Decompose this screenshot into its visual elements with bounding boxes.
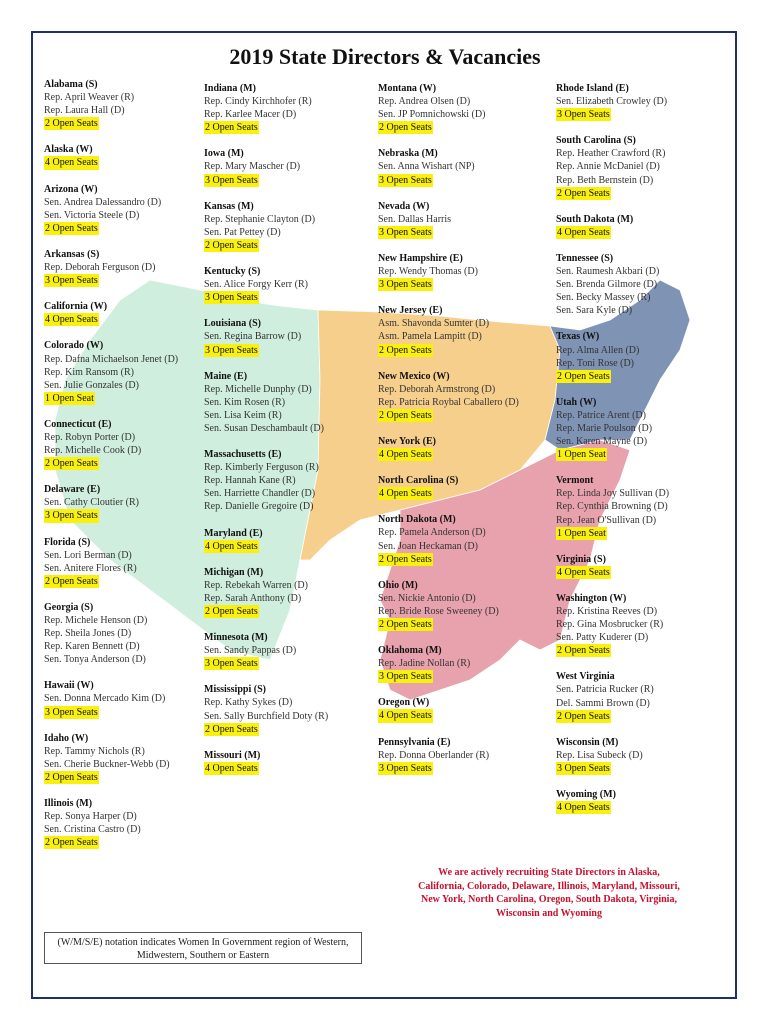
state-entry: [556, 134, 726, 199]
state-column-1: [44, 78, 204, 862]
state-director: Rep. Karen Bennett (D): [44, 641, 140, 653]
state-name: Oklahoma (M): [378, 645, 442, 657]
state-director: Rep. Patricia Roybal Caballero (D): [378, 396, 519, 408]
state-entry: [378, 370, 553, 422]
state-director: Rep. Heather Crawford (R): [556, 148, 666, 160]
state-director: Rep. Michele Henson (D): [44, 615, 148, 626]
state-director: Rep. Michelle Dunphy (D): [204, 383, 312, 395]
state-name: Texas (W): [556, 331, 600, 343]
open-seats-badge: 3 Open Seats: [379, 226, 432, 238]
state-entry: [204, 631, 374, 670]
state-entry: [204, 200, 374, 252]
state-name: Minnesota (M): [204, 632, 268, 644]
state-director: Rep. Toni Rose (D): [556, 357, 634, 369]
state-director: Rep. Annie McDaniel (D): [556, 161, 660, 173]
state-director: Sen. Brenda Gilmore (D): [556, 279, 658, 291]
state-entry: [44, 300, 204, 326]
open-seats-badge: 4 Open Seats: [557, 226, 610, 238]
state-entry: [556, 553, 726, 579]
state-name: Florida (S): [44, 536, 91, 548]
state-director: Rep. Cindy Kirchhofer (R): [204, 96, 312, 108]
state-entry: [44, 679, 204, 718]
state-director: Rep. Sarah Anthony (D): [204, 592, 302, 604]
state-director: Rep. Sonya Harper (D): [44, 811, 137, 823]
state-name: Oregon (W): [378, 697, 430, 709]
state-director: Sen. Joan Heckaman (D): [378, 540, 478, 552]
state-entry: [556, 330, 726, 382]
state-entry: [204, 147, 374, 186]
state-name: New Jersey (E): [378, 305, 443, 317]
open-seats-badge: 3 Open Seats: [45, 510, 98, 522]
state-name: Mississippi (S): [204, 684, 266, 696]
state-name: South Carolina (S): [556, 135, 636, 147]
state-name: Hawaii (W): [44, 680, 94, 692]
open-seats-badge: 2 Open Seats: [45, 458, 98, 470]
state-director: Rep. Robyn Porter (D): [44, 431, 136, 443]
state-entry: [556, 788, 726, 814]
state-director: Rep. Dafna Michaelson Jenet (D): [44, 353, 179, 365]
open-seats-badge: 1 Open Seat: [557, 449, 606, 461]
open-seats-badge: 2 Open Seats: [45, 222, 98, 234]
state-name: Georgia (S): [44, 601, 94, 613]
open-seats-badge: 2 Open Seats: [205, 122, 258, 134]
state-name: Rhode Island (E): [556, 83, 629, 94]
state-entry: [378, 304, 553, 356]
open-seats-badge: 2 Open Seats: [205, 606, 258, 617]
state-director: Rep. Michelle Cook (D): [44, 445, 142, 457]
state-name: Nebraska (M): [378, 148, 438, 160]
state-name: New Hampshire (E): [378, 252, 463, 264]
open-seats-badge: 3 Open Seats: [205, 174, 258, 186]
state-entry: [44, 183, 204, 235]
state-director: Sen. Victoria Steele (D): [44, 209, 140, 221]
state-name: Arkansas (S): [44, 248, 100, 260]
state-entry: [556, 592, 726, 657]
state-director: Sen. Tonya Anderson (D): [44, 654, 146, 666]
open-seats-badge: 2 Open Seats: [45, 118, 98, 130]
open-seats-badge: 3 Open Seats: [205, 658, 258, 670]
state-director: Rep. Marie Poulson (D): [556, 422, 653, 434]
state-entry: [204, 265, 374, 304]
open-seats-badge: 3 Open Seats: [379, 279, 432, 291]
state-name: Missouri (M): [204, 749, 261, 761]
open-seats-badge: 2 Open Seats: [45, 575, 98, 587]
state-director: Sen. Anna Wishart (NP): [378, 161, 475, 173]
state-entry: [44, 536, 204, 588]
open-seats-badge: 2 Open Seats: [557, 187, 610, 199]
region-legend-text: (W/M/S/E) notation indicates Women In Government region of Western, Midwestern, Southern or Eastern: [57, 937, 349, 961]
state-column-3: [378, 82, 553, 788]
state-director: Rep. Mary Mascher (D): [204, 161, 301, 173]
state-entry: [556, 82, 726, 121]
open-seats-badge: 3 Open Seats: [205, 292, 258, 304]
open-seats-badge: 3 Open Seats: [557, 762, 610, 774]
state-name: California (W): [44, 301, 108, 313]
state-director: Rep. Patrice Arent (D): [556, 409, 646, 421]
state-director: Rep. Linda Joy Sullivan (D): [556, 488, 670, 500]
state-name: Tennessee (S): [556, 252, 614, 264]
open-seats-badge: 1 Open Seat: [557, 527, 606, 539]
state-director: Sen. Cristina Castro (D): [44, 824, 141, 836]
open-seats-badge: 2 Open Seats: [45, 837, 98, 849]
state-director: Rep. Cynthia Browning (D): [556, 501, 668, 513]
state-director: Sen. Anitere Flores (R): [44, 562, 137, 574]
state-director: Sen. Elizabeth Crowley (D): [556, 96, 668, 108]
state-director: Rep. Donna Oberlander (R): [378, 749, 490, 761]
state-name: North Carolina (S): [378, 475, 459, 487]
open-seats-badge: 2 Open Seats: [205, 239, 258, 251]
state-name: Alabama (S): [44, 79, 98, 90]
state-director: Sen. Karen Mayne (D): [556, 436, 648, 448]
state-name: Idaho (W): [44, 732, 89, 744]
state-name: Pennsylvania (E): [378, 736, 451, 748]
state-director: Sen. JP Pomnichowski (D): [378, 109, 486, 121]
state-entry: [378, 147, 553, 186]
state-name: West Virginia: [556, 671, 615, 683]
open-seats-badge: 3 Open Seats: [379, 671, 432, 683]
state-director: Sen. Regina Barrow (D): [204, 331, 302, 343]
state-entry: [204, 317, 374, 356]
state-director: Sen. Dallas Harris: [378, 213, 452, 225]
state-director: Sen. Alice Forgy Kerr (R): [204, 279, 308, 291]
state-director: Sen. Patty Kuderer (D): [556, 632, 649, 644]
state-name: South Dakota (M): [556, 213, 634, 225]
open-seats-badge: 3 Open Seats: [379, 174, 432, 186]
open-seats-badge: 4 Open Seats: [557, 802, 610, 814]
state-director: Sen. Julie Gonzales (D): [44, 379, 139, 391]
state-entry: [556, 670, 726, 722]
state-director: Rep. Rebekah Warren (D): [204, 579, 308, 591]
state-entry: [378, 644, 553, 683]
state-entry: [44, 78, 204, 130]
open-seats-badge: 2 Open Seats: [557, 710, 610, 722]
state-entry: [44, 601, 204, 666]
state-name: Kansas (M): [204, 200, 254, 212]
state-name: Iowa (M): [204, 148, 244, 160]
open-seats-badge: 4 Open Seats: [379, 488, 432, 500]
open-seats-badge: 2 Open Seats: [379, 344, 432, 356]
state-director: Rep. Bride Rose Sweeney (D): [378, 605, 499, 617]
state-name: North Dakota (M): [378, 514, 456, 526]
open-seats-badge: 4 Open Seats: [557, 566, 610, 578]
state-entry: [556, 474, 726, 539]
state-entry: [378, 579, 553, 631]
state-name: Vermont: [556, 475, 594, 487]
state-entry: [44, 143, 204, 169]
state-entry: [378, 200, 553, 239]
state-name: New Mexico (W): [378, 370, 450, 382]
state-entry: [556, 736, 726, 775]
state-name: Illinois (M): [44, 798, 93, 810]
state-director: Sen. Lisa Keim (R): [204, 409, 282, 421]
recruiting-message: We are actively recruiting State Directors in Alaska, California, Colorado, Delaware, Illinois, Maryland, Missouri, New York, North Carolina, Oregon, South Dakota, Virginia, Wisconsin and Wyoming: [418, 867, 680, 919]
open-seats-badge: 4 Open Seats: [205, 540, 258, 552]
state-name: Maine (E): [204, 370, 248, 382]
state-entry: [44, 797, 204, 849]
page-title: 2019 State Directors & Vacancies: [229, 44, 541, 69]
state-name: Colorado (W): [44, 340, 104, 352]
state-name: Washington (W): [556, 592, 627, 604]
state-director: Sen. Nickie Antonio (D): [378, 592, 476, 604]
state-name: Utah (W): [556, 396, 597, 408]
open-seats-badge: 3 Open Seats: [379, 762, 432, 774]
state-column-4: [556, 82, 726, 827]
state-director: Rep. Kristina Reeves (D): [556, 606, 658, 617]
open-seats-badge: 2 Open Seats: [379, 553, 432, 565]
state-column-2: [204, 82, 374, 788]
state-entry: [204, 749, 374, 775]
state-director: Sen. Becky Massey (R): [556, 292, 651, 304]
state-entry: [44, 418, 204, 470]
state-director: Rep. Kim Ransom (R): [44, 366, 134, 378]
region-legend-note: [44, 932, 362, 964]
state-director: Rep. Karlee Macer (D): [204, 109, 297, 121]
open-seats-badge: 2 Open Seats: [557, 370, 610, 382]
state-entry: [556, 213, 726, 239]
state-name: Connecticut (E): [44, 418, 112, 430]
state-name: Arizona (W): [44, 183, 98, 195]
open-seats-badge: 2 Open Seats: [379, 122, 432, 134]
state-director: Rep. Lisa Subeck (D): [556, 749, 643, 761]
state-director: Rep. Stephanie Clayton (D): [204, 213, 316, 225]
state-director: Sen. Pat Pettey (D): [204, 226, 281, 238]
state-name: Wisconsin (M): [556, 736, 619, 748]
open-seats-badge: 3 Open Seats: [45, 706, 98, 718]
state-director: Rep. Danielle Gregoire (D): [204, 501, 314, 513]
state-entry: [556, 396, 726, 461]
state-director: Rep. Hannah Kane (R): [204, 475, 296, 487]
state-director: Rep. April Weaver (R): [44, 92, 135, 104]
state-director: Rep. Andrea Olsen (D): [378, 96, 471, 108]
state-entry: [44, 732, 204, 784]
state-entry: [44, 483, 204, 522]
state-director: Sen. Lori Berman (D): [44, 549, 132, 561]
state-name: New York (E): [378, 435, 436, 447]
state-director: Rep. Jean O'Sullivan (D): [556, 514, 657, 526]
state-director: Sen. Donna Mercado Kim (D): [44, 693, 166, 705]
state-director: Rep. Gina Mosbrucker (R): [556, 619, 664, 631]
state-name: Massachusetts (E): [204, 449, 282, 461]
open-seats-badge: 2 Open Seats: [45, 771, 98, 783]
state-entry: [378, 252, 553, 291]
state-director: Rep. Jadine Nollan (R): [378, 658, 471, 670]
open-seats-badge: 4 Open Seats: [379, 449, 432, 461]
state-director: Sen. Harriette Chandler (D): [204, 488, 316, 500]
open-seats-badge: 2 Open Seats: [379, 409, 432, 421]
state-entry: [204, 527, 374, 553]
open-seats-badge: 2 Open Seats: [205, 723, 258, 735]
state-director: Sen. Susan Deschambault (D): [204, 422, 324, 434]
state-entry: [556, 252, 726, 317]
open-seats-badge: 4 Open Seats: [379, 710, 432, 722]
state-entry: [44, 339, 204, 404]
state-entry: [44, 248, 204, 287]
state-name: Wyoming (M): [556, 789, 616, 801]
state-entry: [378, 474, 553, 500]
open-seats-badge: 3 Open Seats: [205, 344, 258, 356]
open-seats-badge: 2 Open Seats: [379, 619, 432, 630]
state-director: Del. Sammi Brown (D): [556, 697, 650, 709]
state-name: Louisiana (S): [204, 318, 261, 330]
state-name: Montana (W): [378, 83, 437, 94]
open-seats-badge: 4 Open Seats: [45, 157, 98, 169]
state-director: Sen. Sally Burchfield Doty (R): [204, 710, 329, 722]
state-name: Virginia (S): [556, 553, 606, 565]
state-entry: [378, 736, 553, 775]
state-name: Nevada (W): [378, 200, 430, 212]
state-name: Michigan (M): [204, 566, 264, 578]
state-director: Rep. Kimberly Ferguson (R): [204, 462, 319, 474]
state-name: Maryland (E): [204, 527, 263, 539]
state-entry: [378, 513, 553, 565]
state-director: Rep. Beth Bernstein (D): [556, 174, 654, 186]
state-director: Sen. Raumesh Akbari (D): [556, 266, 660, 278]
state-entry: [204, 683, 374, 735]
state-name: Ohio (M): [378, 579, 418, 591]
state-director: Asm. Pamela Lampitt (D): [378, 331, 482, 343]
state-director: Rep. Kathy Sykes (D): [204, 697, 293, 709]
state-director: Sen. Sandy Pappas (D): [204, 645, 297, 657]
state-name: Alaska (W): [44, 144, 93, 156]
open-seats-badge: 3 Open Seats: [557, 109, 610, 121]
state-entry: [378, 82, 553, 134]
state-name: Delaware (E): [44, 484, 101, 496]
open-seats-badge: 4 Open Seats: [45, 314, 98, 326]
state-director: Rep. Alma Allen (D): [556, 344, 640, 356]
state-director: Sen. Cathy Cloutier (R): [44, 497, 139, 509]
open-seats-badge: 4 Open Seats: [205, 762, 258, 774]
state-entry: [378, 435, 553, 461]
state-director: Sen. Andrea Dalessandro (D): [44, 196, 162, 208]
open-seats-badge: 1 Open Seat: [45, 392, 94, 404]
open-seats-badge: 3 Open Seats: [45, 275, 98, 287]
state-entry: [204, 370, 374, 435]
state-director: Rep. Pamela Anderson (D): [378, 527, 486, 539]
state-entry: [204, 448, 374, 513]
state-entry: [204, 566, 374, 618]
state-name: Kentucky (S): [204, 266, 261, 278]
state-name: Indiana (M): [204, 83, 256, 94]
state-director: Rep. Laura Hall (D): [44, 105, 125, 117]
state-director: Sen. Kim Rosen (R): [204, 396, 286, 408]
open-seats-badge: 2 Open Seats: [557, 645, 610, 657]
state-entry: [378, 696, 553, 722]
state-director: Sen. Cherie Buckner-Webb (D): [44, 758, 170, 770]
state-director: Rep. Sheila Jones (D): [44, 628, 132, 640]
state-director: Rep. Wendy Thomas (D): [378, 266, 478, 278]
state-director: Sen. Sara Kyle (D): [556, 305, 633, 317]
state-director: Rep. Deborah Armstrong (D): [378, 383, 496, 395]
state-entry: [204, 82, 374, 134]
state-director: Asm. Shavonda Sumter (D): [378, 318, 490, 330]
state-director: Rep. Tammy Nichols (R): [44, 745, 145, 757]
state-director: Sen. Patricia Rucker (R): [556, 684, 654, 696]
state-director: Rep. Deborah Ferguson (D): [44, 262, 156, 274]
